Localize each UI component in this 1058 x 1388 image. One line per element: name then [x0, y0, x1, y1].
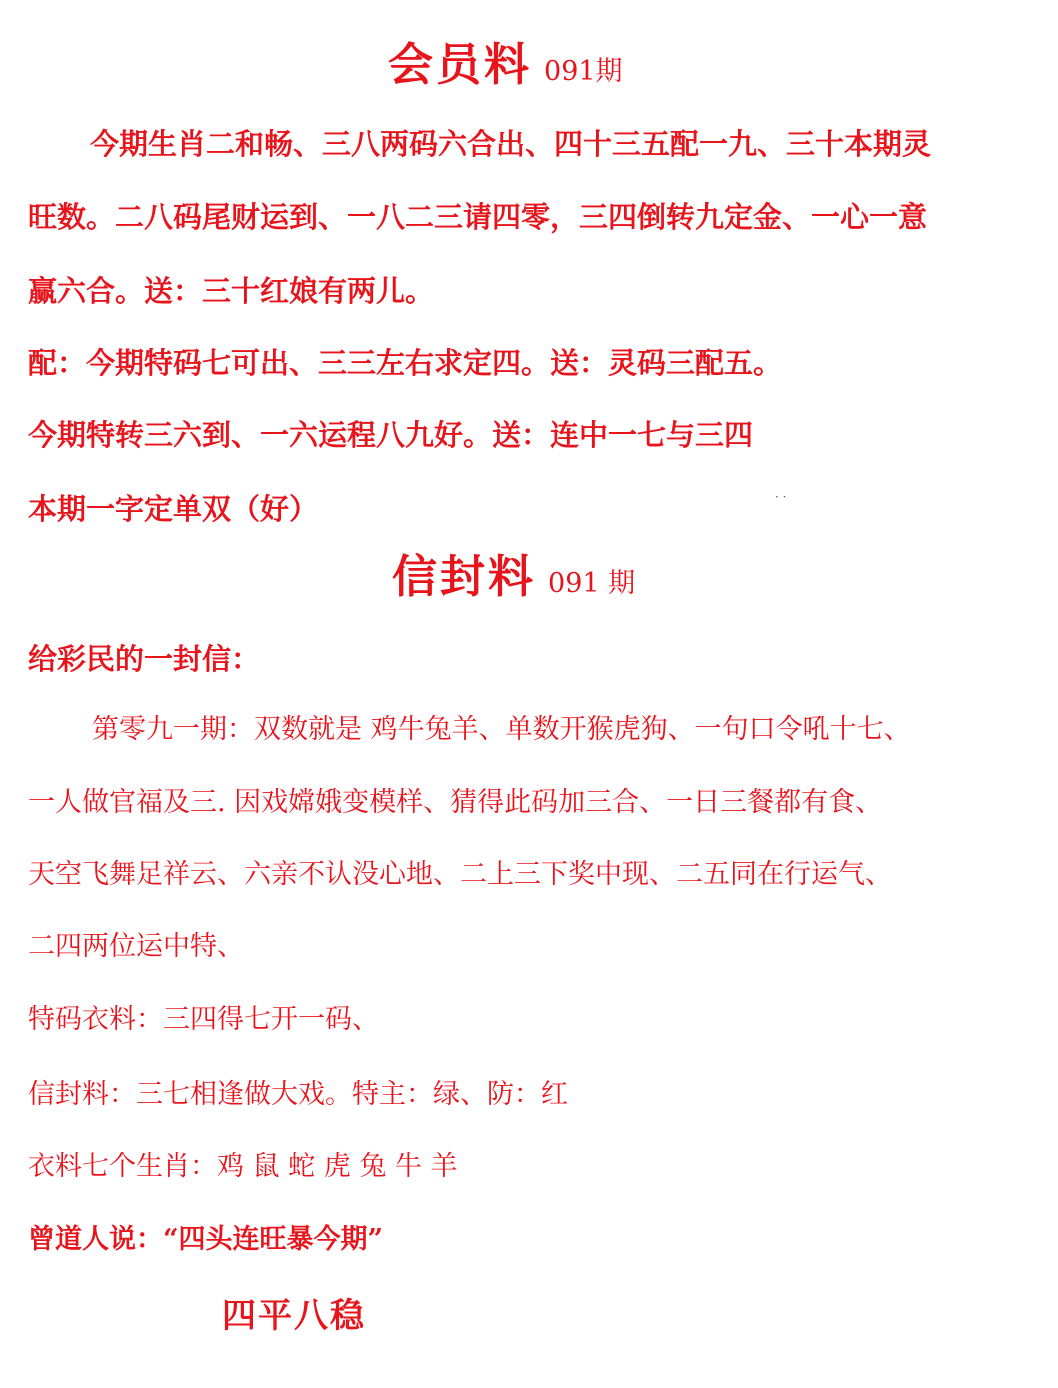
section1-heading	[388, 40, 623, 100]
special-clothing-tip: 特码衣料：三四得七开一码、	[28, 1004, 379, 1035]
section1-line-2: 旺数。二八码尾财运到、一八二三请四零，三四倒转九定金、一心一意	[28, 200, 928, 234]
section1-line-5: 今期特转三六到、一六运程八九好。送：连中一七与三四	[28, 418, 754, 452]
section2-issue: 091 期	[548, 568, 636, 599]
footer-slogan: 四平八稳	[222, 1296, 366, 1336]
section1-line-6: 本期一字定单双（好）	[28, 492, 319, 526]
section2-line-1: 第零九一期：双数就是 鸡牛兔羊、单数开猴虎狗、一句口令吼十七、	[92, 714, 911, 745]
scan-speck: · ·	[775, 490, 787, 504]
section1-issue: 091期	[544, 56, 623, 87]
section2-title: 信封料	[392, 550, 537, 603]
quote-line: 曾道人说：“四头连旺暴今期”	[28, 1224, 384, 1255]
section1-line-3: 赢六合。送：三十红娘有两儿。	[28, 274, 435, 308]
section2-line-4: 二四两位运中特、	[28, 931, 244, 962]
section2-line-3: 天空飞舞足祥云、六亲不认没心地、二上三下奖中现、二五同在行运气、	[28, 859, 892, 890]
envelope-tip: 信封料：三七相逢做大戏。特主：绿、防：红	[28, 1079, 568, 1110]
zodiac-list: 衣料七个生肖：鸡 鼠 蛇 虎 兔 牛 羊	[28, 1151, 458, 1182]
section1-line-4: 配：今期特码七可出、三三左右求定四。送：灵码三配五。	[28, 346, 783, 380]
section1-title: 会员料	[388, 38, 533, 91]
section2-line-2: 一人做官福及三. 因戏嫦娥变模样、猜得此码加三合、一日三餐都有食、	[28, 787, 883, 818]
section2-greeting: 给彩民的一封信：	[28, 642, 261, 676]
section2-heading	[392, 552, 635, 612]
section1-line-1: 今期生肖二和畅、三八两码六合出、四十三五配一九、三十本期灵	[90, 127, 932, 161]
